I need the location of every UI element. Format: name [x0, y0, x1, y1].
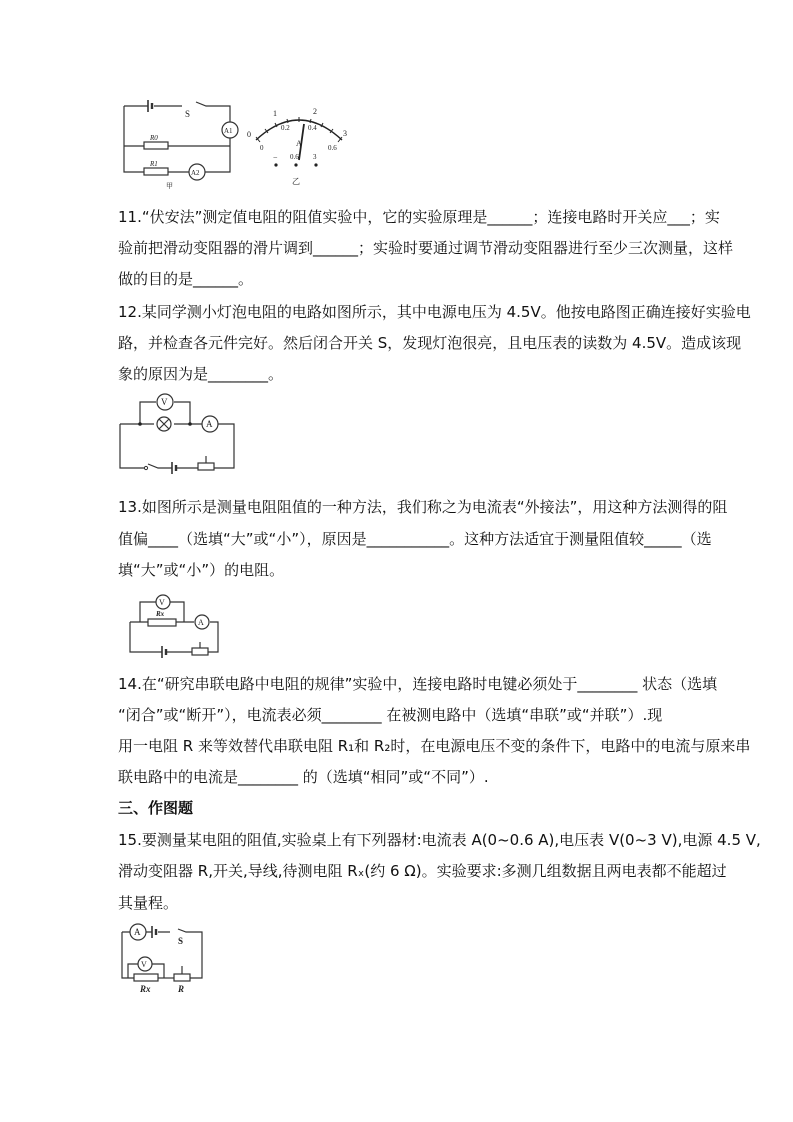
- q13-voltmeter-label: V: [159, 598, 165, 607]
- q12-line-3: 象的原因为是________。: [118, 365, 284, 383]
- dial-top-tick-3: 3: [343, 129, 347, 138]
- dial-top-tick-2: 2: [313, 107, 317, 116]
- resistor-r0-label: R0: [150, 134, 158, 142]
- q15-line-2: 滑动变阻器 R,开关,导线,待测电阻 Rₓ(约 6 Ω)。实验要求:多测几组数据且两电表都不能超过: [118, 862, 727, 880]
- q14-line-1: 14.在“研究串联电路中电阻的规律”实验中，连接电路时电键必须处于________ 状态（选填: [118, 675, 718, 693]
- q11-line-3: 做的目的是______。: [118, 270, 254, 288]
- terminal-minus-icon: [274, 163, 277, 166]
- terminal-label-06: 0.6: [290, 153, 299, 161]
- figure-ammeter-dial: [246, 102, 352, 188]
- switch-label: S: [185, 109, 191, 119]
- q13-ammeter-label: A: [198, 618, 204, 627]
- junction-right-icon: [188, 422, 192, 426]
- q13-line-1: 13.如图所示是测量电阻阻值的一种方法，我们称之为电流表“外接法”，用这种方法测得的阻: [118, 498, 728, 516]
- terminal-06-icon: [294, 163, 297, 166]
- section-heading-drawing: 三、作图题: [118, 799, 194, 817]
- q12-line-1: 12.某同学测小灯泡电阻的电路如图所示，其中电源电压为 4.5V。他按电路图正确连接好实验电: [118, 303, 751, 321]
- dial-bottom-tick-0: 0: [260, 144, 264, 152]
- dial-top-tick-1: 1: [273, 109, 277, 118]
- dial-unit: A: [296, 139, 302, 148]
- junction-left-icon: [138, 422, 142, 426]
- dial-top-tick-0: 0: [247, 130, 251, 139]
- q15-ammeter-label: A: [134, 927, 141, 937]
- q14-line-2: “闭合”或“断开”），电流表必须________ 在被测电路中（选填“串联”或“并联”）.现: [118, 706, 663, 724]
- dial-bottom-tick-02: 0.2: [281, 124, 290, 132]
- ammeter-a2-label: A2: [191, 169, 200, 177]
- q12-voltmeter-label: V: [161, 397, 168, 407]
- q15-voltmeter-label: V: [141, 960, 147, 969]
- terminal-label-3: 3: [313, 153, 317, 161]
- q15-line-1: 15.要测量某电阻的阻值,实验桌上有下列器材:电流表 A(0~0.6 A),电压表 V(0~3 V),电源 4.5 V,: [118, 831, 761, 849]
- q15-line-3: 其量程。: [118, 894, 179, 912]
- figure-circuit-jia: [118, 98, 238, 190]
- figure-caption-jia: 甲: [166, 182, 173, 190]
- q14-line-3: 用一电阻 R 来等效替代串联电阻 R₁和 R₂时，在电源电压不变的条件下，电路中的电流与原来串: [118, 737, 751, 755]
- dial-bottom-tick-06: 0.6: [328, 144, 337, 152]
- figure-q12-circuit: [118, 392, 240, 478]
- dial-bottom-tick-04: 0.4: [308, 124, 317, 132]
- q14-line-4: 联电路中的电流是________ 的（选填“相同”或“不同”）.: [118, 768, 489, 786]
- terminal-3-icon: [314, 163, 317, 166]
- q11-line-2: 验前把滑动变阻器的滑片调到______；实验时要通过调节滑动变阻器进行至少三次测量，这样: [118, 239, 734, 257]
- figure-q13-circuit: [118, 594, 224, 664]
- figure-q15-circuit: [118, 920, 210, 996]
- q15-rx-label: Rx: [140, 984, 151, 994]
- q12-line-2: 路，并检查各元件完好。然后闭合开关 S，发现灯泡很亮，且电压表的读数为 4.5V。造成该现: [118, 334, 742, 352]
- q12-ammeter-label: A: [206, 419, 213, 429]
- switch-pivot-icon: [144, 466, 147, 469]
- q13-line-3: 填“大”或“小”）的电阻。: [118, 561, 285, 579]
- q13-resistor-label: Rx: [156, 610, 165, 618]
- terminal-label-minus: −: [273, 153, 278, 162]
- resistor-r1-label: R1: [150, 160, 158, 168]
- q11-line-1: 11.“伏安法”测定值电阻的阻值实验中，它的实验原理是______；连接电路时开关应___；实: [118, 208, 720, 226]
- ammeter-a1-label: A1: [224, 127, 233, 135]
- figure-caption-yi: 乙: [292, 177, 300, 186]
- q15-r-label: R: [178, 984, 185, 994]
- q13-line-2: 值偏____（选填“大”或“小”），原因是___________。这种方法适宜于测量阻值较_____（选: [118, 530, 712, 548]
- q15-switch-label: S: [178, 936, 184, 946]
